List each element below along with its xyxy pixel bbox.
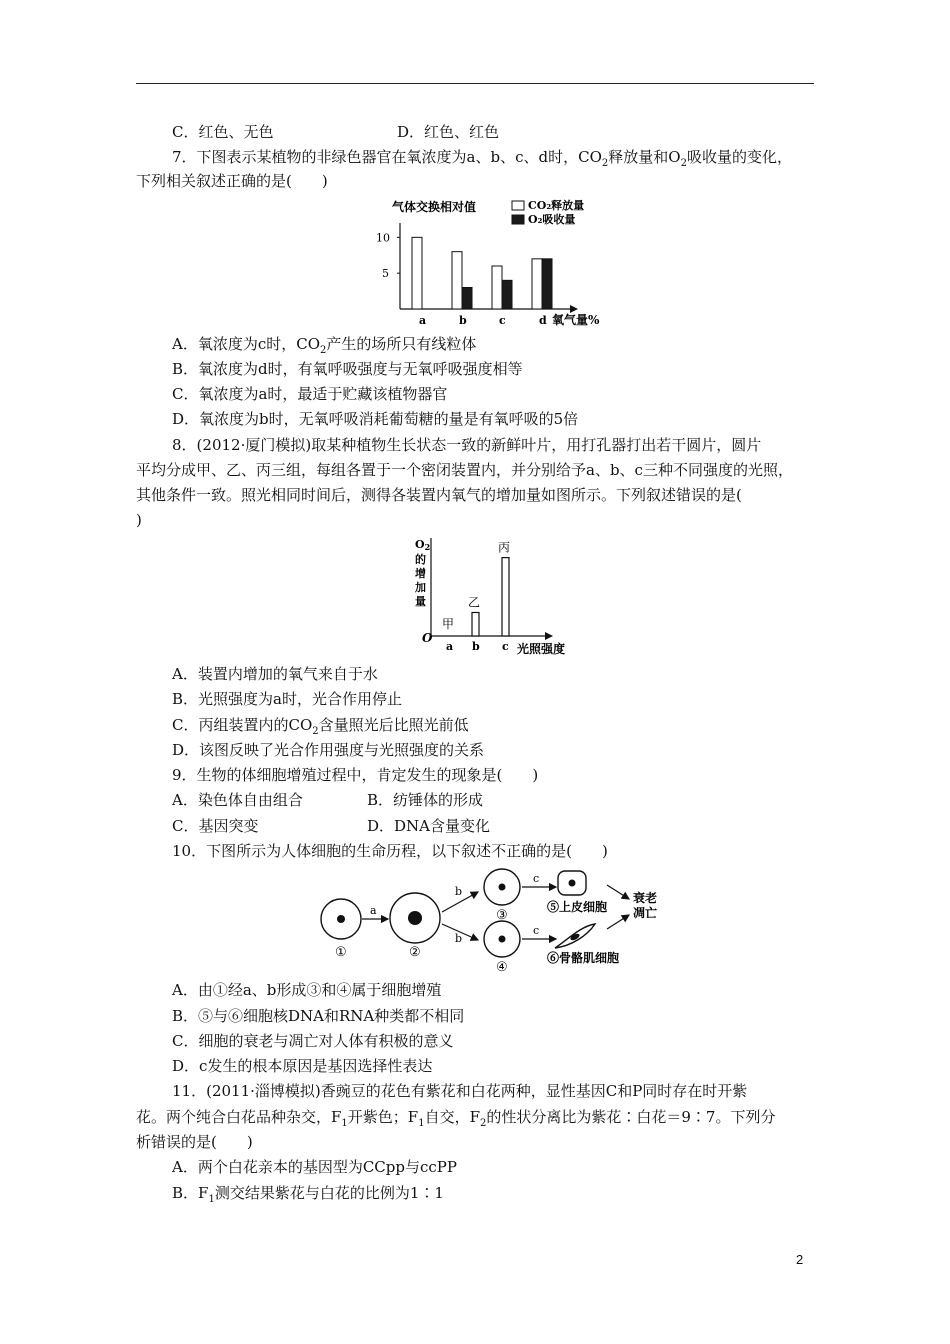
arrow-c-upper-label: c (533, 872, 540, 885)
q10-option-d: D．c发生的根本原因是基因选择性表达 (172, 1057, 433, 1075)
chart2-category-label: b (472, 640, 480, 653)
q8-stem-line4: ) (136, 511, 142, 529)
cell-5-nucleus (569, 880, 576, 887)
q9-stem: 9．生物的体细胞增殖过程中，肯定发生的现象是( ) (172, 766, 539, 784)
chart1-legend-o2: O₂吸收量 (528, 213, 576, 226)
q8-option-a: A．装置内增加的氧气来自于水 (172, 665, 378, 683)
q8-stem-line3: 其他条件一致。照光相同时间后，测得各装置内氧气的增加量如图所示。下列叙述错误的是( (136, 486, 742, 504)
q6-option-d: D．红色、红色 (397, 123, 500, 141)
header-rule (136, 83, 814, 84)
cell-life-history-diagram (315, 862, 675, 974)
q9-option-b: B．纺锤体的形成 (367, 791, 484, 809)
chart1-bar-o2-d (542, 259, 552, 309)
cell-3-label: ③ (496, 908, 508, 923)
q9-option-c: C．基因突变 (172, 817, 259, 835)
chart1-ylabel: 气体交换相对值 (392, 200, 477, 214)
q8-option-d: D．该图反映了光合作用强度与光照强度的关系 (172, 741, 485, 759)
q7-option-b: B．氧浓度为d时，有氧呼吸强度与无氧呼吸强度相等 (172, 360, 523, 378)
q10-option-b: B．⑤与⑥细胞核DNA和RNA种类都不相同 (172, 1007, 465, 1025)
q11-stem-line3: 析错误的是( ) (136, 1133, 253, 1151)
arrow-c-lower-label: c (533, 924, 540, 937)
arrow-b-lower-label: b (455, 932, 463, 945)
cell-1-label: ① (335, 945, 347, 960)
arrow-fate-lower (607, 915, 629, 929)
cell-2-nucleus (408, 911, 422, 925)
page-number: 2 (796, 1252, 804, 1267)
chart1-bar-o2-b (462, 288, 472, 310)
q10-option-a: A．由①经a、b形成③和④属于细胞增殖 (172, 981, 442, 999)
chart2-category-label: c (502, 640, 509, 653)
cell-4-nucleus (499, 936, 506, 943)
q8-option-b: B．光照强度为a时，光合作用停止 (172, 690, 402, 708)
q8-option-c: C．丙组装置内的$CO_2$含量照光后比照光前低 (172, 716, 469, 737)
cell-4-label: ④ (496, 960, 508, 974)
chart2-ylabel-5: 量 (415, 595, 426, 608)
q8-stem-line2: 平均分成甲、乙、丙三组，每组各置于一个密闭装置内，并分别给予a、b、c三种不同强度的光照， (136, 461, 793, 479)
cell-3-nucleus (499, 884, 506, 891)
chart2-bar-label: 乙 (468, 595, 481, 610)
fate-label-2: 凋亡 (633, 906, 658, 920)
chart1-bar-co2-c (492, 266, 502, 309)
arrow-fate-upper (607, 885, 629, 899)
chart1-xlabel: 氧气量% (552, 313, 600, 327)
q6-option-c: C．红色、无色 (172, 123, 274, 141)
chart2-category-label: a (446, 640, 454, 653)
q8-bar-chart (395, 532, 580, 657)
q8-stem-line1: 8．(2012·厦门模拟)取某种植物生长状态一致的新鲜叶片，用打孔器打出若干圆片，圆片 (172, 436, 762, 454)
chart2-bar-b (472, 612, 479, 636)
chart1-x-arrow (570, 305, 578, 313)
chart1-bar-co2-a (412, 237, 422, 309)
chart1-legend-co2: CO₂释放量 (528, 199, 585, 212)
chart1-ytick-label: 10 (376, 231, 390, 245)
chart1-category-label: b (459, 314, 467, 327)
q7-option-a: A．氧浓度为c时，$CO_2$产生的场所只有线粒体 (172, 335, 477, 356)
q11-stem-line2: 花。两个纯合白花品种杂交，$F_1$开紫色；$F_1$自交，$F_2$的性状分离比为紫花∶白花＝9∶7。下列分 (136, 1108, 776, 1129)
cell-1-nucleus (337, 915, 345, 923)
q11-option-a: A．两个白花亲本的基因型为CCpp与ccPP (172, 1158, 457, 1176)
q7-stem-line1: 7．下图表示某植物的非绿色器官在氧浓度为a、b、c、d时，$CO_2$释放量和$O_2$吸收量的变化， (172, 148, 792, 169)
q7-option-c: C．氧浓度为a时，最适于贮藏该植物器官 (172, 385, 448, 403)
chart1-legend-swatch-co2 (512, 201, 524, 210)
chart1-bar-o2-c (502, 280, 512, 309)
arrow-b-upper-label: b (455, 885, 463, 898)
arrow-a-label: a (370, 904, 377, 917)
chart1-category-label: a (419, 314, 427, 327)
q9-option-d: D．DNA含量变化 (367, 817, 491, 835)
chart2-bar-c (502, 558, 509, 636)
chart1-category-label: c (499, 314, 506, 327)
chart2-ylabel-2: 的 (415, 553, 426, 566)
chart1-bar-co2-b (452, 252, 462, 309)
q9-option-a: A．染色体自由组合 (172, 791, 303, 809)
chart2-ylabel-4: 加 (415, 581, 426, 594)
q7-stem-line2: 下列相关叙述正确的是( ) (136, 172, 328, 190)
q10-stem: 10．下图所示为人体细胞的生命历程，以下叙述不正确的是( ) (172, 842, 608, 860)
q7-option-d: D．氧浓度为b时，无氧呼吸消耗葡萄糖的量是有氧呼吸的5倍 (172, 410, 579, 428)
cell-6-label: ⑥骨骼肌细胞 (547, 951, 620, 965)
chart1-bar-co2-d (532, 259, 542, 309)
q11-stem-line1: 11．(2011·淄博模拟)香豌豆的花色有紫花和白花两种，显性基因C和P同时存在时开紫 (172, 1082, 748, 1100)
chart2-ylabel-1: O2 (415, 538, 431, 552)
cell-2-label: ② (409, 945, 421, 960)
q10-option-c: C．细胞的衰老与凋亡对人体有积极的意义 (172, 1032, 454, 1050)
chart1-category-label: d (539, 314, 547, 327)
chart2-origin: O (422, 631, 433, 645)
chart2-bar-label: 丙 (498, 540, 511, 555)
q11-option-b: B．$F_1$测交结果紫花与白花的比例为1∶1 (172, 1184, 444, 1205)
fate-label-1: 衰老 (633, 891, 658, 905)
cell-5-label: ⑤上皮细胞 (547, 900, 608, 914)
q7-bar-chart (372, 193, 612, 328)
chart2-x-arrow (545, 632, 553, 640)
chart2-xlabel: 光照强度 (517, 642, 566, 656)
chart2-bar-label: 甲 (442, 617, 455, 631)
chart1-legend-swatch-o2 (512, 215, 524, 224)
chart1-ytick-label: 5 (382, 267, 389, 281)
chart2-ylabel-3: 增 (415, 567, 426, 580)
